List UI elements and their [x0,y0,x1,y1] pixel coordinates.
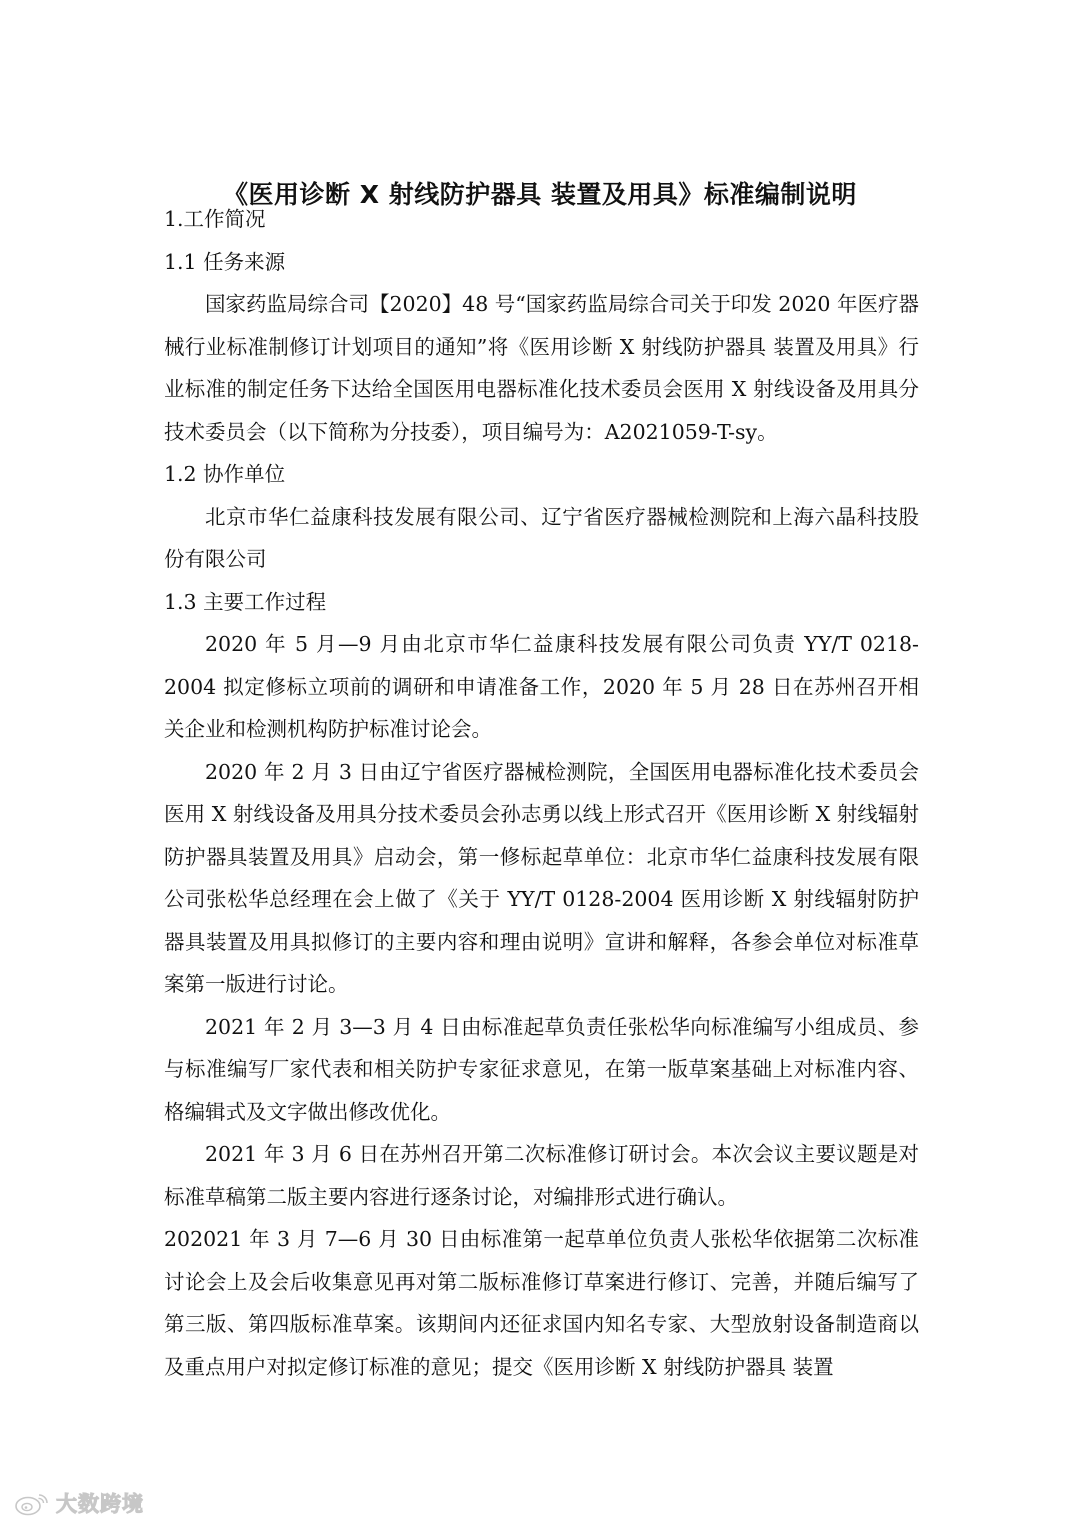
document-body [164,198,919,1388]
watermark-text: 大数跨境 [56,1492,144,1516]
paragraph-task-source: 国家药监局综合司【2020】48 号“国家药监局综合司关于印发 2020 年医疗器械行业标准制修订计划项目的通知”将《医用诊断 X 射线防护器具 装置及用具》行业标准的制定任务下达给全国医用电器标准化技术委员会医用 X 射线设备及用具分技术委员会（以下简称为分技委），项目编号为：A2021059-T-sy。 [164,292,919,444]
paragraph-process-2021-mar6: 2021 年 3 月 6 日在苏州召开第二次标准修订研讨会。本次会议主要议题是对标准草稿第二版主要内容进行逐条讨论，对编排形式进行确认。 [164,1142,919,1209]
section-heading-cooperating-units: 1.2 协作单位 [164,462,286,486]
section-heading-main-work-process: 1.3 主要工作过程 [164,589,327,614]
section-heading-work-overview: 1.工作简况 [164,207,266,231]
paragraph-process-2020-may: 2020 年 5 月—9 月由北京市华仁益康科技发展有限公司负责 YY/T 0218-2004 拟定修标立项前的调研和申请准备工作，2020 年 5 月 28 日在苏州召开相关企业和检测机构防护标准讨论会。 [164,632,919,741]
document-title: 《医用诊断 X 射线防护器具 装置及用具》标准编制说明 [223,179,857,209]
section-heading-task-source: 1.1 任务来源 [164,249,286,274]
paragraph-cooperating-units: 北京市华仁益康科技发展有限公司、辽宁省医疗器械检测院和上海六晶科技股份有限公司 [164,504,919,571]
paragraph-process-2020-feb: 2020 年 2 月 3 日由辽宁省医疗器械检测院，全国医用电器标准化技术委员会医用 X 射线设备及用具分技术委员会孙志勇以线上形式召开《医用诊断 X 射线辐射防护器具装置及用具》启动会，第一修标起草单位：北京市华仁益康科技发展有限公司张松华总经理在会上做了《关于 YY/T 0128-2004 医用诊断 X 射线辐射防护器具装置及用具拟修订的主要内容和理由说明》宣讲和解释，各参会单位对标准草案第一版进行讨论。 [164,759,919,996]
watermark [14,1488,144,1518]
weibo-logo-icon [14,1490,52,1516]
paragraph-process-2021-feb: 2021 年 2 月 3—3 月 4 日由标准起草负责任张松华向标准编写小组成员、参与标准编写厂家代表和相关防护专家征求意见，在第一版草案基础上对标准内容、格编辑式及文字做出修改优化。 [164,1014,919,1124]
paragraph-process-2021-mar7: 202021 年 3 月 7—6 月 30 日由标准第一起草单位负责人张松华依据第二次标准讨论会上及会后收集意见再对第二版标准修订草案进行修订、完善，并随后编写了第三版、第四版标准草案。该期间内还征求国内知名专家、大型放射设备制造商以及重点用户对拟定修订标准的意见；提交《医用诊断 X 射线防护器具 装置 [164,1227,919,1379]
